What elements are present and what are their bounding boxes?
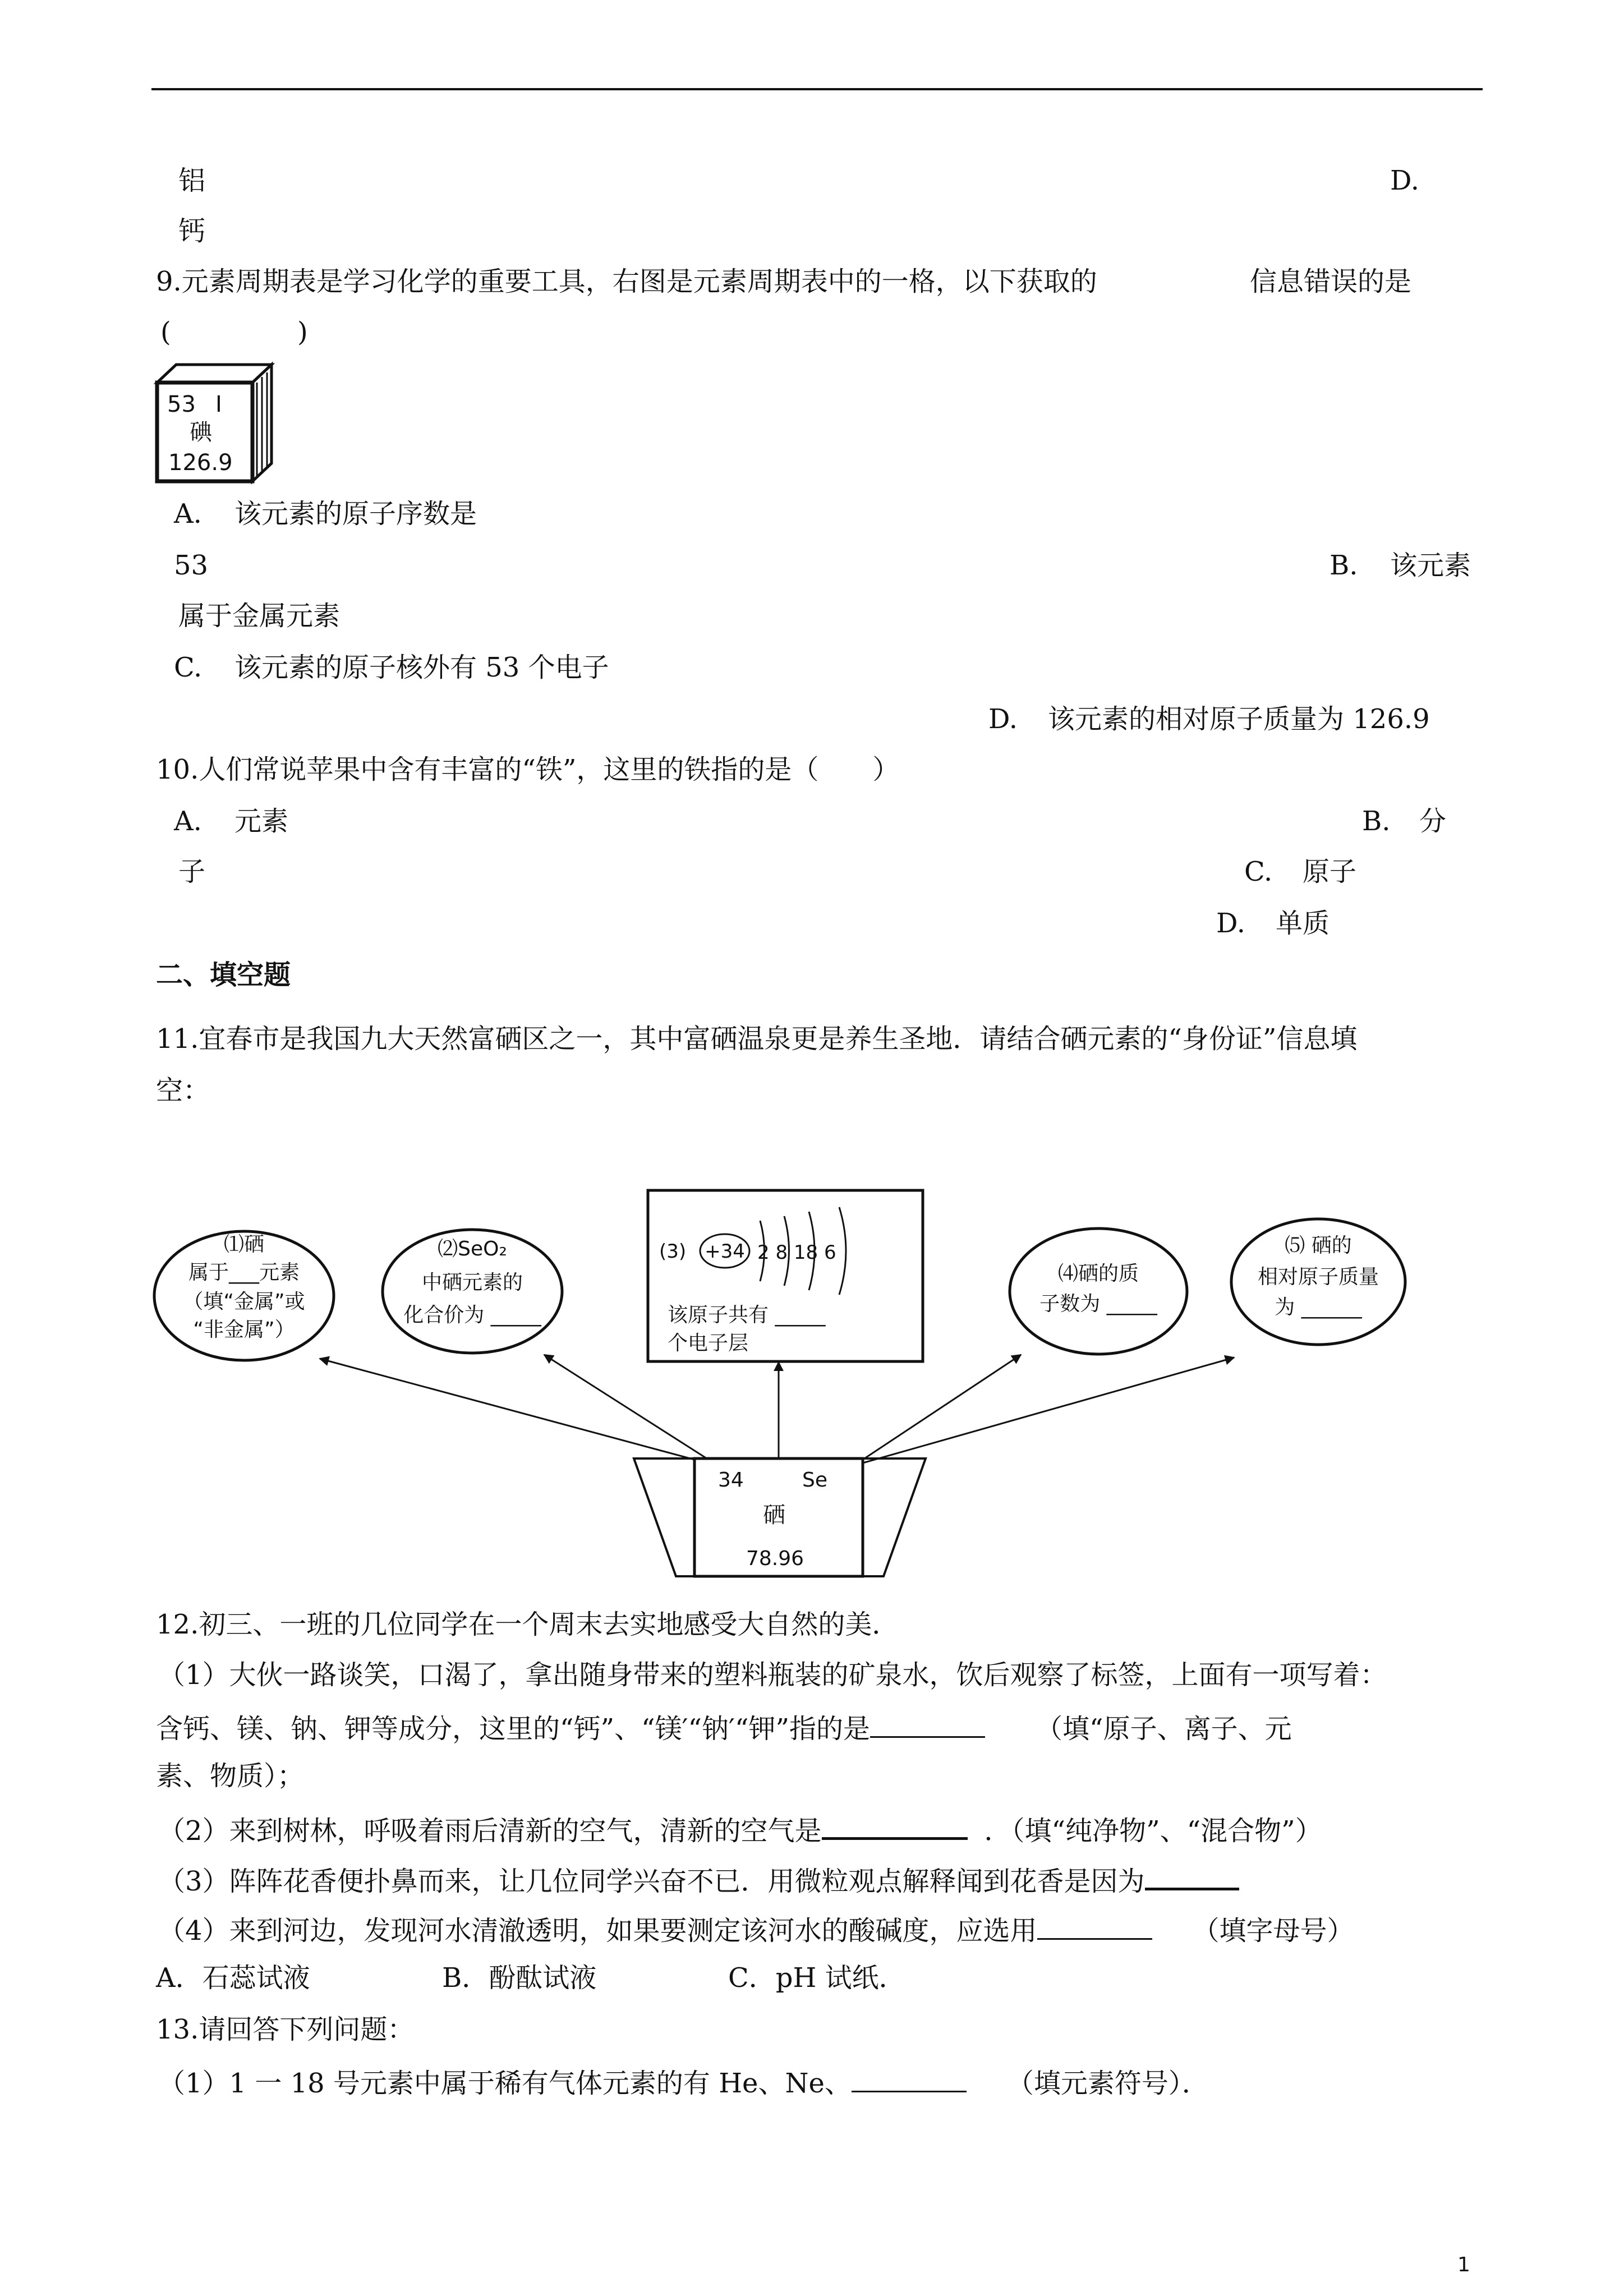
e2-line2: 中硒元素的 bbox=[421, 1271, 523, 1294]
selenium-mass: 78.96 bbox=[746, 1547, 804, 1570]
q9-stem-part1: 9.元素周期表是学习化学的重要工具，右图是元素周期表中的一格，以下获取的 bbox=[156, 266, 1097, 297]
q10-option-a-text: 元素 bbox=[234, 806, 289, 837]
q12-p4-a: （4）来到河边，发现河水清澈透明，如果要测定该河水的酸碱度，应选用 bbox=[158, 1915, 1037, 1947]
e2-line3: 化合价为 _____ bbox=[403, 1304, 541, 1327]
e1-line3: （填“金属”或 bbox=[183, 1290, 305, 1313]
q9-option-b-label: B. bbox=[1329, 550, 1358, 581]
q12-p4-line bbox=[158, 1914, 1354, 1947]
q12-p4-b: （填字母号） bbox=[1192, 1915, 1354, 1947]
iodine-cell-image bbox=[153, 360, 282, 489]
e5-line3: 为 ______ bbox=[1275, 1296, 1362, 1319]
q10-option-c-label: C. bbox=[1244, 856, 1273, 887]
q12-p2-a: （2）来到树林，呼吸着雨后清新的空气，清新的空气是 bbox=[158, 1815, 822, 1847]
q9-option-b-cont: 属于金属元素 bbox=[178, 600, 341, 632]
q9-option-c-text: 该元素的原子核外有 53 个电子 bbox=[234, 652, 609, 683]
q12-p1-line1: （1）大伙一路谈笑，口渴了，拿出随身带来的塑料瓶装的矿泉水，饮后观察了标签，上面有一项写着： bbox=[158, 1659, 1387, 1691]
q12-blank-3[interactable] bbox=[1145, 1864, 1239, 1890]
q12-blank-4[interactable] bbox=[1037, 1914, 1152, 1940]
q10-option-b-label: B. bbox=[1362, 806, 1391, 837]
header-rule bbox=[151, 88, 1483, 90]
box3-text1: 该原子共有 _____ bbox=[668, 1304, 826, 1327]
q9-option-a-cont: 53 bbox=[174, 550, 209, 581]
selenium-name: 硒 bbox=[763, 1502, 785, 1528]
iodine-symbol: I bbox=[215, 392, 222, 417]
selenium-diagram bbox=[151, 1184, 1481, 1593]
q9-paren-close: ) bbox=[297, 316, 308, 348]
q12-blank-2[interactable] bbox=[822, 1813, 968, 1840]
q13-p1-a: （1）1 一 18 号元素中属于稀有气体元素的有 He、Ne、 bbox=[158, 2068, 852, 2100]
q9-option-b-text: 该元素 bbox=[1390, 550, 1471, 581]
q8-option-d-text: 钙 bbox=[178, 215, 206, 247]
q12-p1-line2 bbox=[156, 1712, 1292, 1745]
iodine-mass: 126.9 bbox=[168, 450, 233, 476]
q10-option-b-text: 分 bbox=[1419, 806, 1447, 837]
e1-line1: ⑴硒 bbox=[223, 1233, 265, 1256]
q8-option-d-label: D. bbox=[1390, 165, 1420, 196]
e5-line2: 相对原子质量 bbox=[1257, 1266, 1379, 1289]
q9-option-d-label: D. bbox=[988, 703, 1018, 735]
selenium-symbol: Se bbox=[802, 1469, 827, 1492]
q11-stem-line2: 空： bbox=[156, 1075, 210, 1106]
nucleus-charge: +34 bbox=[705, 1240, 745, 1263]
arrow-1 bbox=[320, 1359, 694, 1460]
q13-blank-1[interactable] bbox=[852, 2067, 967, 2092]
selenium-atomic-number: 34 bbox=[718, 1469, 744, 1492]
q12-blank-1[interactable] bbox=[870, 1712, 985, 1738]
q13-p1-line bbox=[158, 2067, 1209, 2100]
q12-p1-line3: 素、物质）； bbox=[156, 1760, 305, 1792]
q13-p1-b: （填元素符号）． bbox=[1006, 2068, 1209, 2100]
section-title: 二、填空题 bbox=[156, 959, 291, 991]
electron-shells: 2 8 18 6 bbox=[757, 1241, 836, 1264]
iodine-atomic-number: 53 bbox=[167, 392, 196, 417]
q12-p2-line bbox=[158, 1813, 1322, 1847]
e4-line1: ⑷硒的质 bbox=[1057, 1262, 1139, 1285]
q13-stem: 13.请回答下列问题： bbox=[156, 2014, 415, 2045]
q9-option-a-label: A. bbox=[174, 498, 202, 530]
page-number: 1 bbox=[1457, 2253, 1470, 2276]
q9-option-d-text: 该元素的相对原子质量为 126.9 bbox=[1048, 703, 1430, 735]
q10-stem: 10.人们常说苹果中含有丰富的“铁”，这里的铁指的是（ ） bbox=[156, 754, 900, 785]
q9-paren-open: ( bbox=[160, 316, 171, 348]
q10-option-d-label: D. bbox=[1216, 908, 1246, 939]
q11-stem-line1: 11.宜春市是我国九大天然富硒区之一，其中富硒温泉更是养生圣地．请结合硒元素的“身份证”信息填 bbox=[156, 1023, 1358, 1055]
e4-line2: 子数为 _____ bbox=[1039, 1292, 1157, 1315]
q12-p2-b: ．（填“纯净物”、“混合物”） bbox=[984, 1815, 1322, 1847]
e5-line1: ⑸ 硒的 bbox=[1285, 1234, 1352, 1257]
q12-option-b: B．酚酞试液 bbox=[442, 1962, 597, 1994]
iodine-name: 碘 bbox=[190, 420, 212, 445]
e1-line4: “非金属”） bbox=[193, 1318, 295, 1341]
q12-option-a: A．石蕊试液 bbox=[156, 1962, 310, 1994]
ellipse-proton-number bbox=[1010, 1228, 1187, 1354]
q8-option-c-text: 铝 bbox=[178, 165, 206, 196]
q12-p3: （3）阵阵花香便扑鼻而来，让几位同学兴奋不已．用微粒观点解释闻到花香是因为 bbox=[158, 1866, 1145, 1898]
e1-line2: 属于___元素 bbox=[188, 1261, 300, 1284]
q10-option-a-label: A. bbox=[174, 806, 202, 837]
q12-p1-line2-b: （填“原子、离子、元 bbox=[1036, 1713, 1292, 1745]
q12-p1-line2-a: 含钙、镁、钠、钾等成分，这里的“钙”、“镁′“钠′“钾”指的是 bbox=[156, 1713, 871, 1745]
e2-line1: ⑵SeO₂ bbox=[438, 1237, 507, 1260]
arrow-2 bbox=[544, 1355, 707, 1458]
q10-option-c-text: 原子 bbox=[1303, 856, 1357, 887]
box3-text2: 个电子层 bbox=[668, 1332, 749, 1355]
q12-stem: 12.初三、一班的几位同学在一个周末去实地感受大自然的美． bbox=[156, 1609, 899, 1640]
q12-option-c: C．pH 试纸． bbox=[728, 1962, 906, 1994]
q9-option-c-label: C. bbox=[174, 652, 203, 683]
q9-option-a-text: 该元素的原子序数是 bbox=[234, 498, 477, 530]
q9-stem-part2: 信息错误的是 bbox=[1250, 266, 1412, 297]
arrow-4 bbox=[863, 1355, 1021, 1460]
arrow-5 bbox=[863, 1358, 1234, 1463]
box3-label: (3) bbox=[659, 1240, 687, 1263]
q12-p3-line bbox=[158, 1864, 1239, 1898]
q10-option-b-cont: 子 bbox=[178, 856, 206, 887]
q10-option-d-text: 单质 bbox=[1276, 908, 1330, 939]
